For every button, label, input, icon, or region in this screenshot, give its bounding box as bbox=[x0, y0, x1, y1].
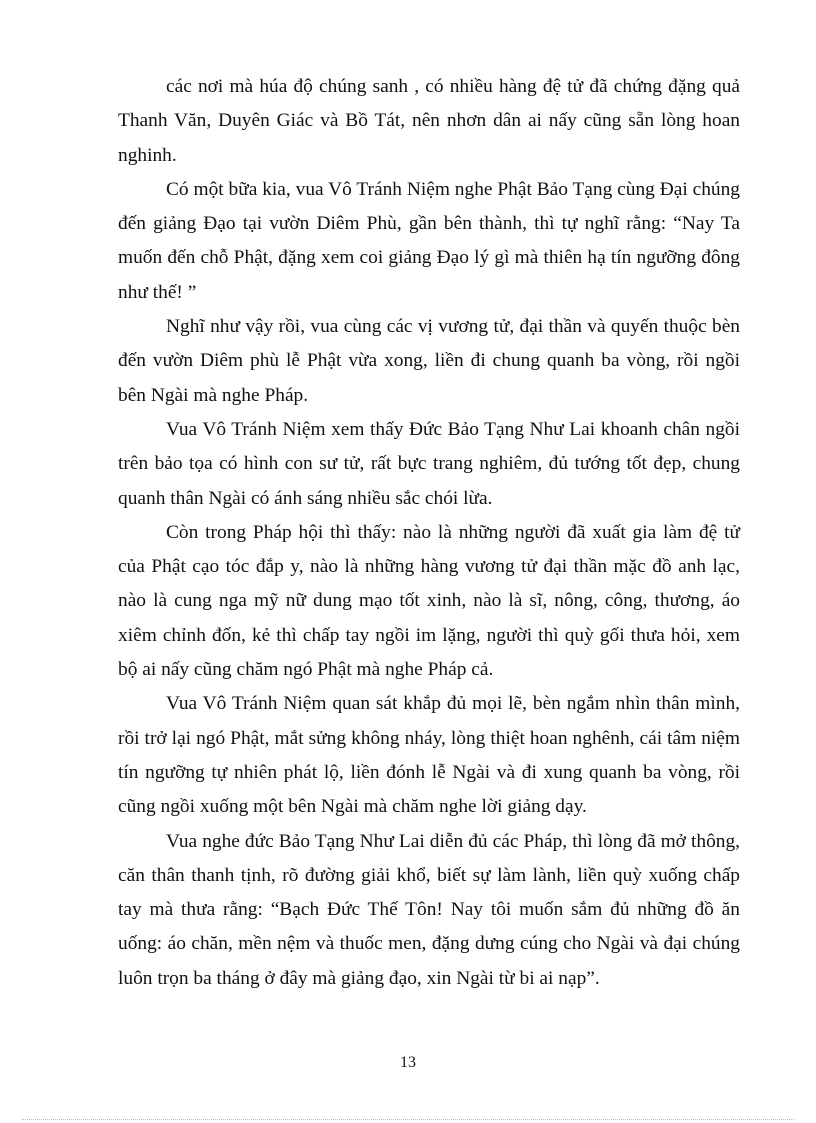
paragraph-4: Vua Vô Tránh Niệm xem thấy Đức Bảo Tạng Như Lai khoanh chân ngồi trên bảo tọa có hình con sư tử, rất bực trang nghiêm, đủ tướng tốt đẹp, chung quanh thân Ngài có ánh sáng nhiều sắc chói lừa. bbox=[118, 418, 740, 509]
paragraph-2: Có một bữa kia, vua Vô Tránh Niệm nghe Phật Bảo Tạng cùng Đại chúng đến giảng Đạo tại vườn Diêm Phù, gần bên thành, thì tự nghĩ rằng: “Nay Ta muốn đến chỗ Phật, đặng xem coi giảng Đạo lý gì mà thiên hạ tín ngưỡng đông như thế! ” bbox=[118, 178, 740, 303]
document-body bbox=[118, 70, 740, 996]
paragraph-6: Vua Vô Tránh Niệm quan sát khắp đủ mọi lẽ, bèn ngắm nhìn thân mình, rồi trở lại ngó Phật, mắt sửng không nháy, lòng thiệt hoan nghênh, cái tâm niệm tín ngưỡng tự nhiên phát lộ, liền đónh lễ Ngài và đi xung quanh ba vòng, rồi cũng ngồi xuống một bên Ngài mà chăm nghe lời giảng dạy. bbox=[118, 693, 740, 818]
paragraph-5: Còn trong Pháp hội thì thấy: nào là những người đã xuất gia làm đệ tử của Phật cạo tóc đắp y, nào là những hàng vương tử đại thần mặc đồ anh lạc, nào là cung nga mỹ nữ dung mạo tốt xinh, nào là sĩ, nông, công, thương, áo xiêm chỉnh đốn, kẻ thì chấp tay ngồi im lặng, người thì quỳ gối thưa hỏi, xem bộ ai nấy cũng chăm ngó Phật mà nghe Pháp cả. bbox=[118, 521, 740, 681]
paragraph-7: Vua nghe đức Bảo Tạng Như Lai diễn đủ các Pháp, thì lòng đã mở thông, căn thân thanh tịnh, rõ đường giải khổ, biết sự làm lành, liền quỳ xuống chấp tay mà thưa rằng: “Bạch Đức Thế Tôn! Nay tôi muốn sắm đủ những đồ ăn uống: áo chăn, mền nệm và thuốc men, đặng dưng cúng cho Ngài và đại chúng luôn trọn ba tháng ở đây mà giảng đạo, xin Ngài từ bi ai nạp”. bbox=[118, 830, 740, 989]
page-number: 13 bbox=[400, 1054, 416, 1071]
paragraph-3: Nghĩ như vậy rồi, vua cùng các vị vương tử, đại thần và quyến thuộc bèn đến vườn Diêm phù lễ Phật vừa xong, liền đi chung quanh ba vòng, rồi ngồi bên Ngài mà nghe Pháp. bbox=[118, 316, 740, 406]
page-bottom-divider bbox=[22, 1119, 794, 1120]
paragraph-1: các nơi mà húa độ chúng sanh , có nhiều hàng đệ tử đã chứng đặng quả Thanh Văn, Duyên Giác và Bồ Tát, nên nhơn dân ai nấy cũng sẵn lòng hoan nghinh. bbox=[118, 76, 740, 166]
